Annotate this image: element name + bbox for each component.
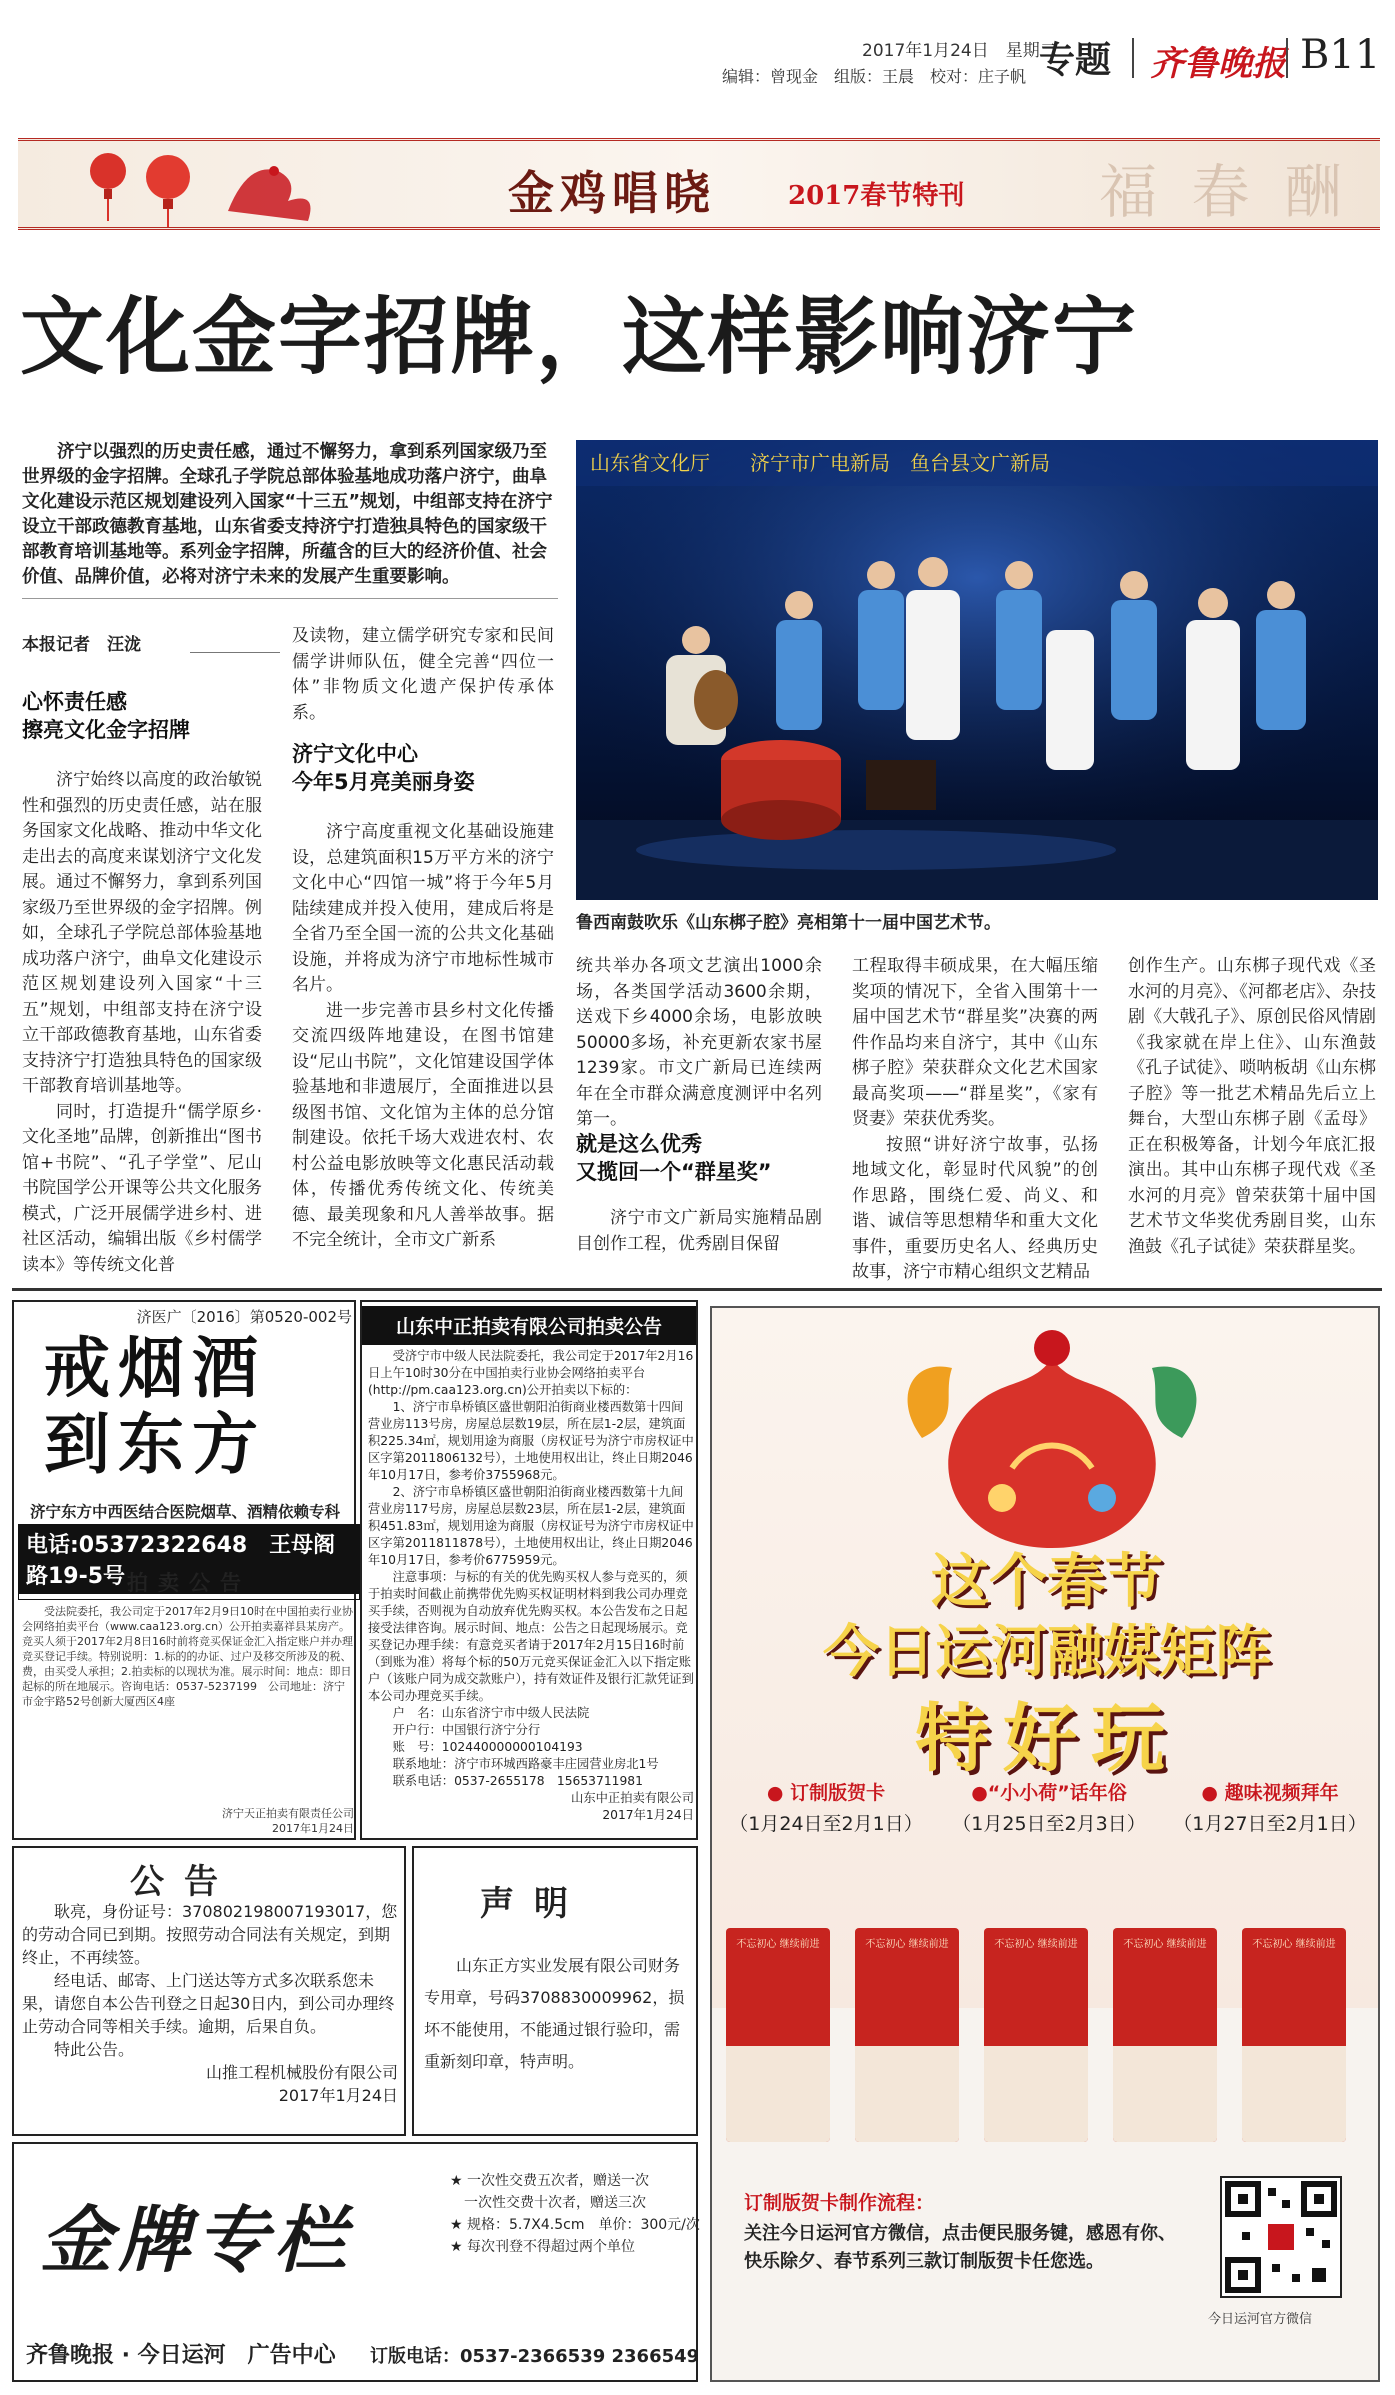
spring-festival-banner [18,138,1380,230]
byline: 本报记者 汪泷 [22,635,141,655]
auction-notice-text: 受法院委托，我公司定于2017年2月9日10时在中国拍卖行业协会网络拍卖平台（www.caa123.org.cn）公开拍卖嘉祥县某房产。竞买人须于2017年2月8日16时前将竞买保证金汇入指定账户并办理竞买登记手续。特别说明：1.标的的办证、过户及移交所涉及的税、费，由买受人承担；2.拍卖标的以现状为准。展示时间：地点：即日起标的所在地展示。咨询电话：0537-5237199 公司地址：济宁市金宇路52号创新大厦西区4座 [22,1605,353,1708]
performance-photo [576,440,1378,900]
editor-credits: 编辑：曾现金 组版：王晨 校对：庄子帆 [722,67,1027,86]
section-name: 专题 [1039,40,1112,81]
article-column-1: 济宁始终以高度的政治敏锐性和强烈的历史责任感，站在服务国家文化战略、推动中华文化走出去的高度来谋划济宁文化发展。通过不懈努力，拿到系列国家级乃至世界级的金字招牌。例如，全球孔子学院总部体验基地成功落户济宁，曲阜文化建设示范区规划建设列入国家“十三五”规划，中组部支持在济宁设立干部政德教育基地，山东省委支持济宁打造独具特色的国家级干部教育培训基地等。 同时，打造提升“儒学原乡·文化圣地”品牌，创新推出“图书馆+书院”、“孔子学堂”、尼山书院国学公开课等公共文化服务模式，广泛开展儒学进乡村、进社区活动，编辑出版《乡村儒学读本》等传统文化普 [22,770,262,1275]
newspaper-logo: 齐鲁晚报 [1150,44,1286,84]
banner-title: 金鸡唱晓 [508,166,716,220]
promo-line-3: 特好玩 [915,1696,1179,1782]
promo-ad [710,1306,1380,2382]
issue-date: 2017年1月24日 星期二 [862,41,1057,61]
article-column-4: 工程取得丰硕成果，在大幅压缩奖项的情况下，全省入围第十一届中国艺术节“群星奖”决赛的两件作品均来自济宁，其中《山东梆子腔》荣获群众文化艺术国家最高奖项——“群星奖”，《家有贤妻》荣获优秀奖。 按照“讲好济宁故事，弘扬地域文化，彰显时代风貌”的创作思路，围绕仁爱、尚义、和谐、诚信等思想精华和重大文化事件，重要历史名人、经典历史故事，济宁市精心组织文艺精品 [852,956,1098,1282]
greeting-card: 不忘初心 继续前进 [726,1928,830,2142]
subhead-2: 济宁文化中心 今年5月亮美丽身姿 [292,742,475,794]
divider [22,598,558,599]
auction-sign: 济宁天正拍卖有限责任公司 2017年1月24日 [222,1807,354,1835]
page-number: B11 [1300,32,1381,78]
article-column-2-top: 及读物，建立儒学研究专家和民间儒学讲师队伍，健全完善“四位一体”非物质文化遗产保护传承体系。 [292,626,554,723]
page-headline: 文化金字招牌，这样影响济宁 [20,288,1139,386]
ad-center-name: 齐鲁晚报 · 今日运河 广告中心 [26,2343,336,2368]
qr-code-icon [1220,2176,1342,2298]
lead-paragraph: 济宁以强烈的历史责任感，通过不懈努力，拿到系列国家级乃至世界级的金字招牌。全球孔子学院总部体验基地成功落户济宁，曲阜文化建设示范区规划建设列入国家“十三五”规划，中组部支持在济宁设立干部政德教育基地，山东省委支持济宁打造独具特色的国家级干部教育培训基地等。系列金字招牌，所蕴含的巨大的经济价值、社会价值、品牌价值，必将对济宁未来的发展产生重要影响。 [22,442,553,587]
promo-item-video: ● 趣味视频拜年 （1月27日至2月1日） [1173,1782,1367,1835]
article-column-3: 济宁市文广新局实施精品剧目创作工程，优秀剧目保留 [576,1208,822,1254]
ad-smoke-title: 戒烟酒 到东方 [44,1329,266,1483]
ad-clinic-name: 济宁东方中西医结合医院烟草、酒精依赖专科 [30,1503,341,1521]
article-column-2: 济宁高度重视文化基础设施建设，总建筑面积15万平方米的济宁文化中心“四馆一城”将于今年5月陆续建成并投入使用，建成后将是全省乃至全国一流的公共文化基础设施，并将成为济宁市地标性城市名片。 进一步完善市县乡村文化传播交流四级阵地建设，在图书馆建设“尼山书院”，文化馆建设国学体验基地和非遗展厅，全面推进以县级图书馆、文化馆为主体的总分馆制建设。依托千场大戏进农村、农村公益电影放映等文化惠民活动载体，传播优秀传统文化、传统美德、最美现象和凡人善举故事。据不完全统计，全市文广新系 [292,822,554,1250]
qr-label: 今日运河官方微信 [1208,2312,1313,2327]
gold-column-title: 金牌专栏 [40,2197,353,2282]
zhongzheng-title: 山东中正拍卖有限公司拍卖公告 [362,1306,696,1345]
stage-backdrop-text: 山东省文化厅 济宁市广电新局 鱼台县文广新局 [590,451,1050,475]
article-column-5: 创作生产。山东梆子现代戏《圣水河的月亮》、《河都老店》、杂技剧《大戟孔子》、原创民俗风情剧《我家就在岸上住》、山东渔鼓《孔子试徒》、唢呐板胡《山东梆子腔》等一批艺术精品先后立上舞台，大型山东梆子剧《孟母》正在积极筹备，计划今年底汇报演出。其中山东梆子现代戏《圣水河的月亮》曾荣获第十届中国艺术节文华奖优秀剧目奖，山东渔鼓《孔子试徒》荣获群星奖。 [1128,956,1376,1257]
header-divider [1286,38,1288,78]
article-column-3-top: 统共举办各项文艺演出1000余场，各类国学活动3600余期，送戏下乡4000余场，电影放映50000多场，补充更新农家书屋1239家。市文广新局已连续两年在全市群众满意度测评中名列第一。 [576,956,822,1129]
greeting-card: 不忘初心 继续前进 [1113,1928,1217,2142]
promo-item-card: ● 订制版贺卡 （1月24日至2月1日） [729,1782,923,1835]
banner-calligraphy: 福 春 酬 [1099,158,1350,226]
promo-process-title: 订制版贺卡制作流程： [744,2192,935,2214]
auction-header: 拍卖公告 [18,1564,360,1600]
promo-line-2: 今日运河融媒矩阵 [823,1620,1271,1685]
photo-caption: 鲁西南鼓吹乐《山东梆子腔》亮相第十一届中国艺术节。 [576,913,1001,933]
divider [190,652,280,653]
statement-body: 山东正方实业发展有限公司财务专用章，号码3708830009962，损坏不能使用，不能通过银行验印，需重新刻印章，特声明。 [424,1956,685,2071]
zhongzheng-body: 受济宁市中级人民法院委托，我公司定于2017年2月16日上午10时30分在中国拍卖行业协会网络拍卖平台(http://pm.caa123.org.cn)公开拍卖以下标的： 1、济宁市阜桥镇区盛世朝阳泊街商业楼西数第十四间营业房113号房，房屋总层数19层，所在层1-2层，建筑面积225.34㎡，规划用途为商服（房权证号为济宁市房权证中区字第2011806132号），土地使用权出让，终止日期2046年10月17日，参考价3755968元。 2、济宁市阜桥镇区盛世朝阳泊街商业楼西数第十九间营业房117号房，房屋总层数23层，所在层1-2层，建筑面积451.83㎡，规划用途为商服（房权证号为济宁市房权证中区字第2011811878号），土地使用权出让，终止日期2046年10月17日，参考价6775959元。 注意事项：与标的有关的优先购买权人参与竞买的，须于拍卖时间截止前携带优先购买权证明材料到我公司办理竞买手续，否则视为自动放弃优先购买权。本公告发布之日起接受法律咨询。展示时间、地点：公告之日起现场展示。竞买登记办理手续：有意竞买者请于2017年2月15日16时前（到账为准）将每个标的50万元竞买保证金汇入以下指定账户（该账户同为成交款账户），持有效证件及银行汇款凭证到本公司办理竞买手续。 户 名：山东省济宁市中级人民法院 开户行：中国银行济宁分行 账 号：102440000000104193 联系地址：济宁市环城西路豪丰庄园营业房北1号 联系电话：0537-2655178 15653711981 山东中正拍卖有限公司 2017年1月24日 [368,1349,694,1822]
section-divider [12,1288,1382,1291]
promo-process-text: 关注今日运河官方微信，点击便民服务键，感恩有你、快乐除夕、春节系列三款订制版贺卡任您选。 [744,2223,1176,2272]
statement-title: 声明 [480,1884,588,1924]
gold-column-terms: ★ 一次性交费五次者，赠送一次 一次性交费十次者，赠送三次 ★ 规格：5.7X4.5cm 单价：300元/次 ★ 每次刊登不得超过两个单位 [450,2173,700,2255]
rooster-icon [862,1318,1242,1568]
greeting-card: 不忘初心 继续前进 [984,1928,1088,2142]
header-divider [1132,38,1134,78]
ad-phone: 电话:05372322648 王母阁路19-5号 [18,1524,360,1594]
lantern-rooster-icon [38,141,338,230]
greeting-card: 不忘初心 继续前进 [855,1928,959,2142]
banner-subtitle: 2017春节特刊 [788,181,965,211]
greeting-card: 不忘初心 继续前进 [1242,1928,1346,2142]
promo-line-1: 这个春节 [930,1547,1163,1615]
ad-license: 济医广〔2016〕第0520-002号 [136,1308,352,1326]
notice-title: 公告 [130,1862,238,1902]
subhead-1: 心怀责任感 擦亮文化金字招牌 [22,690,190,742]
subhead-3: 就是这么优秀 又揽回一个“群星奖” [576,1132,772,1184]
ad-center-phone: 订版电话：0537-2366539 2366549 [370,2346,700,2367]
notice-body: 耿亮，身份证号：370802198007193017，您的劳动合同已到期。按照劳动合同法有关规定，到期终止，不再续签。 经电话、邮寄、上门送达等方式多次联系您未果，请您自本公告刊登之日起30日内，到公司办理终止劳动合同等相关手续。逾期，后果自负。 特此公告。 山推工程机械股份有限公司 2017年1月24日 [22,1902,398,2105]
promo-item-folklore: ●“小小荷”话年俗 （1月25日至2月3日） [952,1782,1146,1835]
